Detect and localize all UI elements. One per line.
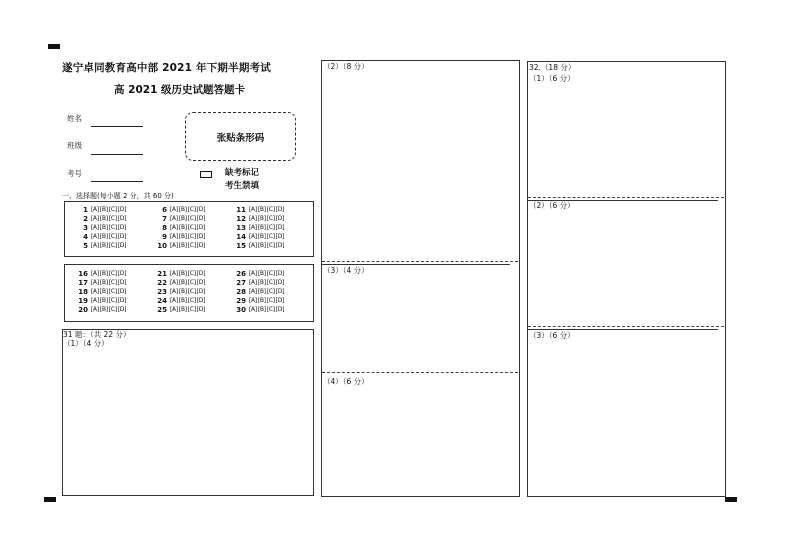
mc-question-row [157, 288, 206, 296]
answer-bubble[interactable]: [D] [196, 233, 206, 240]
mc-question-row [236, 242, 285, 250]
answer-bubble[interactable]: [A] [91, 224, 99, 231]
q31-part1-label: （1）（4 分） [63, 339, 109, 348]
answer-bubble[interactable]: [C] [187, 242, 196, 249]
answer-bubble[interactable]: [B] [99, 215, 108, 222]
answer-bubble[interactable]: [C] [187, 215, 196, 222]
answer-bubble[interactable]: [D] [117, 233, 127, 240]
mc-question-row [236, 288, 285, 296]
answer-bubble[interactable]: [C] [108, 215, 117, 222]
mc-question-row [78, 297, 127, 305]
answer-sheet-subtitle: 高 2021 级历史试题答题卡 [114, 84, 246, 96]
mc-question-row [78, 279, 127, 287]
answer-bubble[interactable]: [D] [196, 271, 206, 277]
answer-bubble[interactable]: [C] [108, 297, 117, 304]
answer-bubble[interactable]: [D] [275, 297, 285, 304]
mc-question-row [236, 206, 285, 214]
answer-bubble[interactable]: [B] [99, 271, 108, 277]
q31-part4-label: （4）（6 分） [323, 377, 369, 386]
answer-bubble[interactable]: [B] [178, 288, 187, 295]
question-number: 10 [157, 241, 167, 250]
answer-bubble[interactable]: [C] [108, 288, 117, 295]
class-field[interactable] [91, 154, 143, 155]
answer-bubble[interactable]: [D] [196, 306, 206, 313]
answer-bubble[interactable]: [B] [257, 288, 266, 295]
answer-bubble[interactable]: [D] [275, 279, 285, 286]
answer-bubble[interactable]: [B] [178, 279, 187, 286]
answer-bubble[interactable]: [B] [257, 215, 266, 222]
answer-bubble[interactable]: [B] [99, 288, 108, 295]
answer-bubble[interactable]: [A] [249, 207, 257, 213]
mc-question-row [157, 306, 206, 314]
answer-bubble[interactable]: [C] [266, 233, 275, 240]
mc-question-row [236, 297, 285, 305]
answer-bubble[interactable]: [B] [257, 306, 266, 313]
q31-answer-area[interactable] [62, 329, 314, 496]
question-number: 17 [78, 278, 88, 287]
question-number: 24 [157, 296, 167, 305]
q31-continued-area[interactable] [321, 60, 520, 497]
question-number: 3 [83, 223, 88, 232]
answer-bubble[interactable]: [C] [266, 297, 275, 304]
answer-bubble[interactable]: [B] [257, 297, 266, 304]
answer-bubble[interactable]: [A] [170, 279, 178, 286]
question-number: 7 [162, 214, 167, 223]
mc-question-row [78, 242, 127, 250]
answer-bubble[interactable]: [B] [99, 224, 108, 231]
answer-bubble[interactable]: [B] [99, 306, 108, 313]
answer-bubble[interactable]: [A] [249, 224, 257, 231]
answer-bubble[interactable]: [B] [257, 271, 266, 277]
question-number: 28 [236, 287, 246, 296]
answer-bubble[interactable]: [A] [249, 271, 257, 277]
q31-part3-label: （3）（4 分） [323, 266, 369, 275]
answer-bubble[interactable]: [D] [196, 242, 206, 249]
answer-bubble[interactable]: [C] [266, 215, 275, 222]
class-label: 班级 [67, 141, 82, 150]
answer-bubble[interactable]: [D] [117, 288, 127, 295]
answer-bubble[interactable]: [C] [266, 288, 275, 295]
answer-bubble[interactable]: [A] [249, 279, 257, 286]
answer-bubble[interactable]: [D] [117, 306, 127, 313]
question-number: 30 [236, 305, 246, 314]
question-number: 8 [162, 223, 167, 232]
answer-bubble[interactable]: [D] [117, 215, 127, 222]
answer-bubble[interactable]: [B] [257, 224, 266, 231]
answer-bubble[interactable]: [B] [178, 306, 187, 313]
mc-question-row [236, 270, 285, 278]
answer-bubble[interactable]: [D] [117, 271, 127, 277]
registration-mark-top-left [48, 44, 60, 49]
question-number: 19 [78, 296, 88, 305]
answer-bubble[interactable]: [C] [108, 306, 117, 313]
mc-question-row [236, 279, 285, 287]
answer-bubble[interactable]: [A] [249, 242, 257, 249]
exam-number-label: 考号 [67, 169, 82, 178]
question-number: 6 [162, 206, 167, 214]
answer-bubble[interactable]: [A] [91, 279, 99, 286]
answer-bubble[interactable]: [A] [91, 233, 99, 240]
mc-question-row [157, 242, 206, 250]
mc-question-row [157, 233, 206, 241]
barcode-area [185, 112, 296, 161]
mc-question-row [236, 233, 285, 241]
answer-bubble[interactable]: [D] [196, 279, 206, 286]
answer-bubble[interactable]: [D] [196, 207, 206, 213]
name-label: 姓名 [67, 114, 82, 123]
answer-bubble[interactable]: [C] [108, 207, 117, 213]
answer-bubble[interactable]: [B] [99, 279, 108, 286]
answer-bubble[interactable]: [B] [99, 297, 108, 304]
answer-bubble[interactable]: [A] [91, 207, 99, 213]
answer-bubble[interactable]: [C] [108, 279, 117, 286]
mc-question-row [78, 206, 127, 214]
answer-bubble[interactable]: [B] [178, 215, 187, 222]
absent-checkbox[interactable] [200, 171, 212, 178]
answer-bubble[interactable]: [D] [117, 297, 127, 304]
answer-bubble[interactable]: [D] [196, 288, 206, 295]
answer-bubble[interactable]: [D] [275, 242, 285, 249]
q31-heading: 31 题：（共 22 分） [63, 330, 131, 339]
answer-bubble[interactable]: [B] [257, 242, 266, 249]
q32-answer-area[interactable] [527, 61, 726, 497]
answer-bubble[interactable]: [A] [91, 242, 99, 249]
answer-bubble[interactable]: [D] [117, 224, 127, 231]
answer-bubble[interactable]: [C] [187, 288, 196, 295]
answer-bubble[interactable]: [C] [266, 306, 275, 313]
question-number: 16 [78, 270, 88, 278]
answer-bubble[interactable]: [D] [196, 224, 206, 231]
answer-bubble[interactable]: [C] [108, 233, 117, 240]
answer-bubble[interactable]: [C] [187, 297, 196, 304]
answer-bubble[interactable]: [A] [170, 242, 178, 249]
answer-bubble[interactable]: [A] [249, 288, 257, 295]
question-number: 18 [78, 287, 88, 296]
exam-number-field[interactable] [91, 181, 143, 182]
answer-bubble[interactable]: [C] [108, 224, 117, 231]
divider [528, 197, 724, 198]
answer-bubble[interactable]: [A] [91, 288, 99, 295]
answer-bubble[interactable]: [C] [108, 242, 117, 249]
answer-bubble[interactable]: [D] [117, 207, 127, 213]
answer-bubble[interactable]: [A] [91, 297, 99, 304]
answer-bubble[interactable]: [B] [178, 242, 187, 249]
answer-bubble[interactable]: [C] [266, 224, 275, 231]
question-number: 11 [236, 206, 246, 214]
q32-part2-label: （2）（6 分） [529, 201, 575, 210]
question-number: 21 [157, 270, 167, 278]
name-field[interactable] [91, 126, 143, 127]
answer-bubble[interactable]: [A] [170, 207, 178, 213]
mc-question-row [157, 215, 206, 223]
answer-bubble[interactable]: [A] [91, 215, 99, 222]
answer-bubble[interactable]: [C] [187, 233, 196, 240]
answer-bubble[interactable]: [B] [178, 224, 187, 231]
mc-section-heading: 一、选择题(每小题 2 分，共 60 分) [62, 192, 174, 200]
answer-bubble[interactable]: [A] [170, 224, 178, 231]
question-number: 9 [162, 232, 167, 241]
question-number: 2 [83, 214, 88, 223]
answer-bubble[interactable]: [C] [187, 207, 196, 213]
q32-part1-label: （1）（6 分） [529, 74, 575, 83]
answer-bubble[interactable]: [A] [249, 306, 257, 313]
answer-bubble[interactable]: [D] [196, 215, 206, 222]
answer-bubble[interactable]: [D] [275, 306, 285, 313]
answer-bubble[interactable]: [B] [178, 297, 187, 304]
answer-bubble[interactable]: [D] [275, 207, 285, 213]
absent-note: 考生禁填 [225, 181, 260, 191]
question-number: 26 [236, 270, 246, 278]
answer-bubble[interactable]: [D] [275, 271, 285, 277]
answer-bubble[interactable]: [C] [187, 271, 196, 277]
question-number: 14 [236, 232, 246, 241]
answer-bubble[interactable]: [B] [257, 279, 266, 286]
answer-bubble[interactable]: [D] [275, 233, 285, 240]
question-number: 22 [157, 278, 167, 287]
mc-question-row [236, 215, 285, 223]
mc-question-row [78, 233, 127, 241]
mc-question-row [78, 288, 127, 296]
answer-bubble[interactable]: [B] [99, 233, 108, 240]
mc-question-row [157, 297, 206, 305]
answer-bubble[interactable]: [A] [249, 215, 257, 222]
answer-bubble[interactable]: [B] [257, 207, 266, 213]
answer-bubble[interactable]: [A] [249, 233, 257, 240]
answer-bubble[interactable]: [B] [99, 242, 108, 249]
answer-bubble[interactable]: [A] [170, 288, 178, 295]
exam-title: 遂宁卓同教育高中部 2021 年下期半期考试 [62, 62, 271, 74]
answer-bubble[interactable]: [A] [170, 233, 178, 240]
mc-question-row [236, 306, 285, 314]
mc-question-row [78, 306, 127, 314]
answer-bubble[interactable]: [A] [170, 215, 178, 222]
q32-part3-label: （3）（6 分） [529, 331, 575, 340]
question-number: 5 [83, 241, 88, 250]
answer-bubble[interactable]: [B] [257, 233, 266, 240]
divider [322, 261, 518, 262]
registration-mark-bottom-right [725, 497, 737, 502]
question-number: 12 [236, 214, 246, 223]
q32-heading: 32.（18 分） [529, 63, 576, 72]
answer-bubble[interactable]: [C] [266, 279, 275, 286]
registration-mark-bottom-left [44, 497, 56, 502]
question-number: 29 [236, 296, 246, 305]
question-number: 4 [83, 232, 88, 241]
answer-bubble[interactable]: [C] [187, 306, 196, 313]
answer-bubble[interactable]: [C] [266, 242, 275, 249]
answer-bubble[interactable]: [C] [108, 271, 117, 277]
answer-bubble[interactable]: [A] [91, 271, 99, 277]
answer-bubble[interactable]: [A] [170, 306, 178, 313]
answer-bubble[interactable]: [D] [196, 297, 206, 304]
answer-bubble[interactable]: [A] [91, 306, 99, 313]
question-number: 20 [78, 305, 88, 314]
mc-question-row [157, 270, 206, 278]
question-number: 23 [157, 287, 167, 296]
answer-bubble[interactable]: [B] [178, 207, 187, 213]
answer-bubble[interactable]: [B] [99, 207, 108, 213]
question-number: 27 [236, 278, 246, 287]
divider [528, 326, 724, 327]
mc-question-row [157, 206, 206, 214]
question-number: 1 [83, 206, 88, 214]
answer-bubble[interactable]: [A] [170, 271, 178, 277]
answer-bubble[interactable]: [D] [117, 242, 127, 249]
answer-bubble[interactable]: [D] [275, 288, 285, 295]
divider [322, 372, 518, 373]
question-number: 15 [236, 241, 246, 250]
mc-question-row [78, 270, 127, 278]
question-number: 25 [157, 305, 167, 314]
answer-bubble[interactable]: [C] [187, 224, 196, 231]
mc-question-row [236, 224, 285, 232]
answer-bubble[interactable]: [D] [117, 279, 127, 286]
absent-label: 缺考标记 [225, 168, 260, 178]
answer-bubble[interactable]: [B] [178, 233, 187, 240]
answer-bubble[interactable]: [B] [178, 271, 187, 277]
answer-bubble[interactable]: [D] [275, 215, 285, 222]
answer-bubble[interactable]: [D] [275, 224, 285, 231]
question-number: 13 [236, 223, 246, 232]
mc-question-row [78, 215, 127, 223]
answer-bubble[interactable]: [A] [249, 297, 257, 304]
barcode-label: 张贴条形码 [216, 132, 265, 144]
mc-question-row [78, 224, 127, 232]
answer-bubble[interactable]: [C] [266, 207, 275, 213]
answer-bubble[interactable]: [C] [266, 271, 275, 277]
mc-question-row [157, 224, 206, 232]
mc-question-row [157, 279, 206, 287]
answer-bubble[interactable]: [A] [170, 297, 178, 304]
answer-bubble[interactable]: [C] [187, 279, 196, 286]
q31-part2-label: （2）（8 分） [323, 62, 369, 71]
